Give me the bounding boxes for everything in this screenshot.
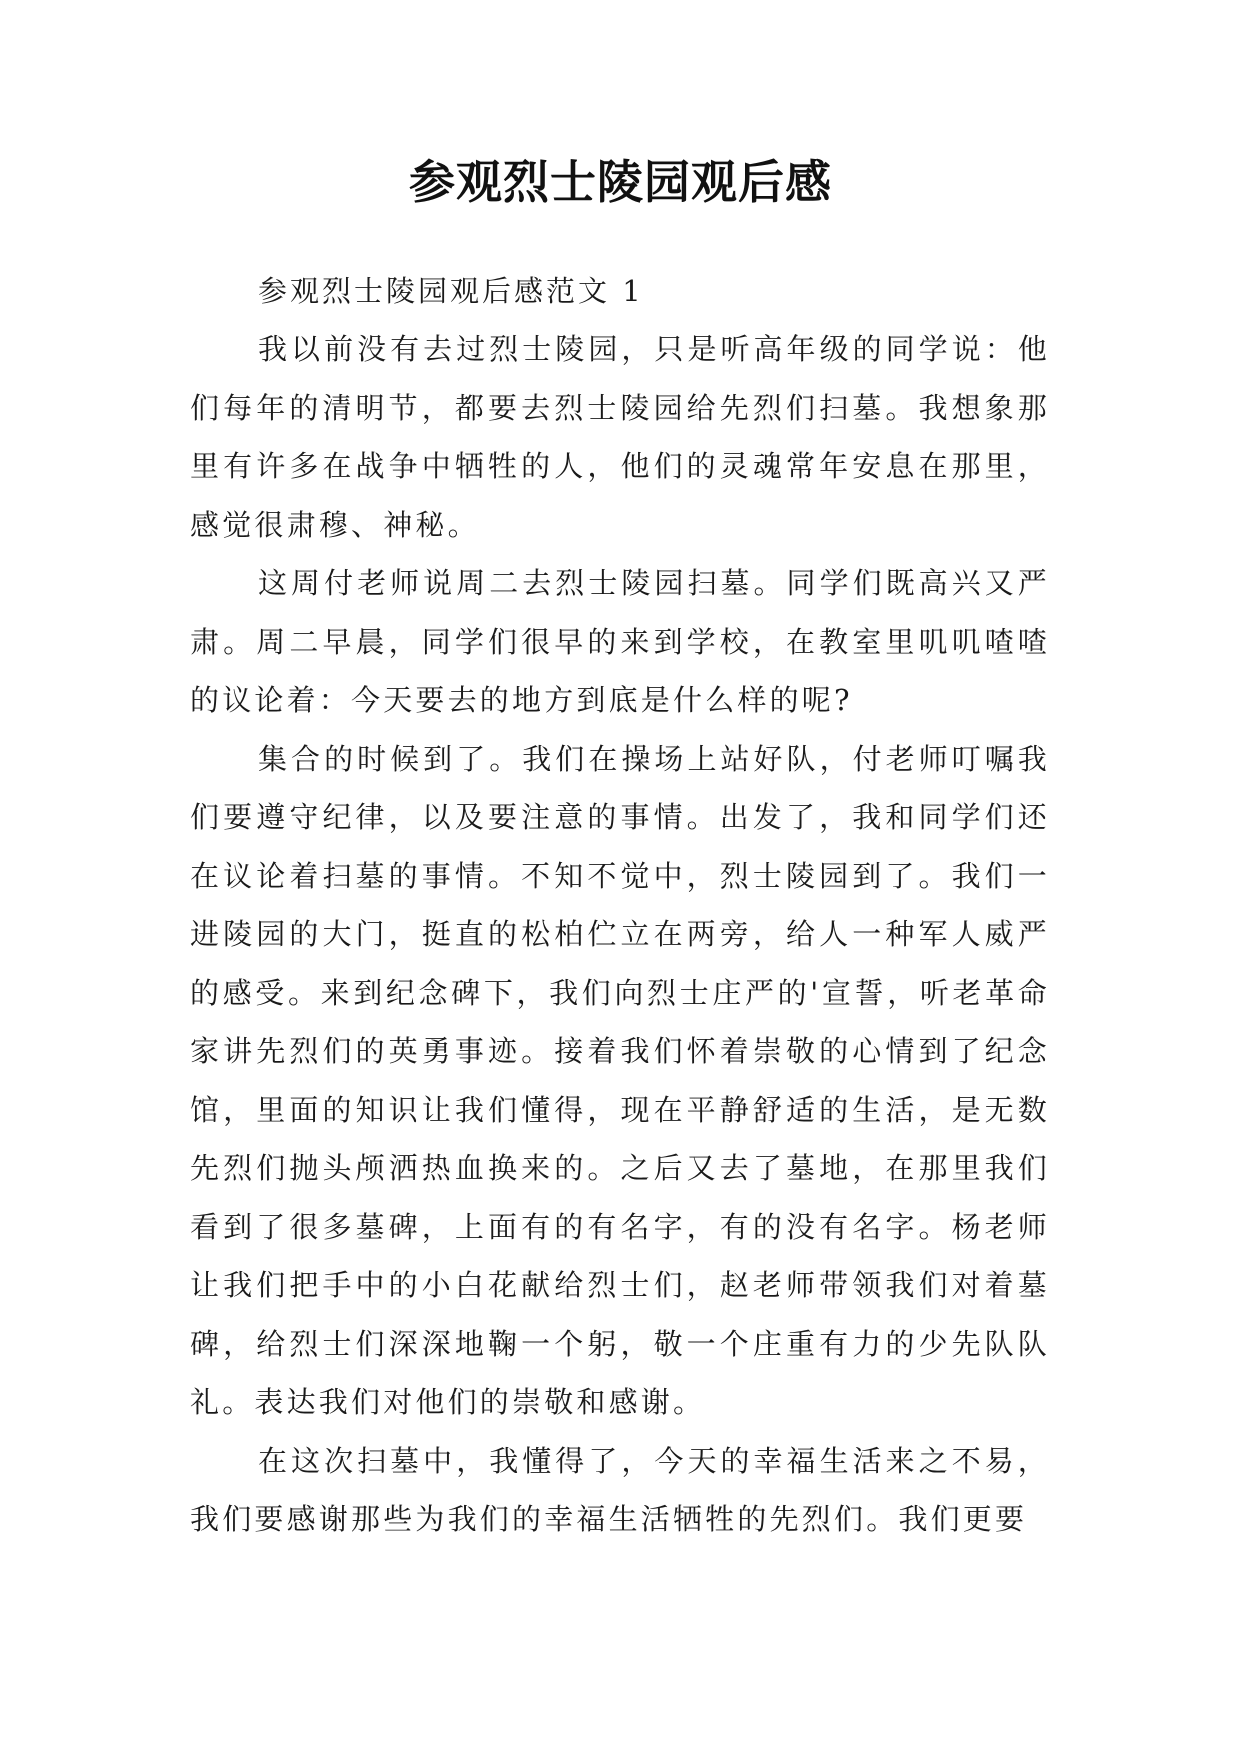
- essay-heading: 参观烈士陵园观后感范文 1: [258, 274, 644, 308]
- paragraph-1: 我以前没有去过烈士陵园，只是听高年级的同学说：他们每年的清明节，都要去烈士陵园给先烈们扫墓。我想象那里有许多在战争中牺牲的人，他们的灵魂常年安息在那里，感觉很肃穆、神秘。: [190, 332, 1050, 542]
- document-body: [190, 262, 1050, 1549]
- paragraph-3: 集合的时候到了。我们在操场上站好队，付老师叮嘱我们要遵守纪律，以及要注意的事情。出发了，我和同学们还在议论着扫墓的事情。不知不觉中，烈士陵园到了。我们一进陵园的大门，挺直的松柏伫立在两旁，给人一种军人威严的感受。来到纪念碑下，我们向烈士庄严的'宣誓，听老革命家讲先烈们的英勇事迹。接着我们怀着崇敬的心情到了纪念馆，里面的知识让我们懂得，现在平静舒适的生活，是无数先烈们抛头颅洒热血换来的。之后又去了墓地，在那里我们看到了很多墓碑，上面有的有名字，有的没有名字。杨老师让我们把手中的小白花献给烈士们，赵老师带领我们对着墓碑，给烈士们深深地鞠一个躬，敬一个庄重有力的少先队队礼。表达我们对他们的崇敬和感谢。: [190, 741, 1050, 1419]
- document-title: 参观烈士陵园观后感: [409, 155, 832, 209]
- paragraph-2: 这周付老师说周二去烈士陵园扫墓。同学们既高兴又严肃。周二早晨，同学们很早的来到学校，在教室里叽叽喳喳的议论着：今天要去的地方到底是什么样的呢?: [190, 566, 1050, 717]
- paragraph-4: 在这次扫墓中，我懂得了，今天的幸福生活来之不易，我们要感谢那些为我们的幸福生活牺牲的先烈们。我们更要: [190, 1443, 1050, 1536]
